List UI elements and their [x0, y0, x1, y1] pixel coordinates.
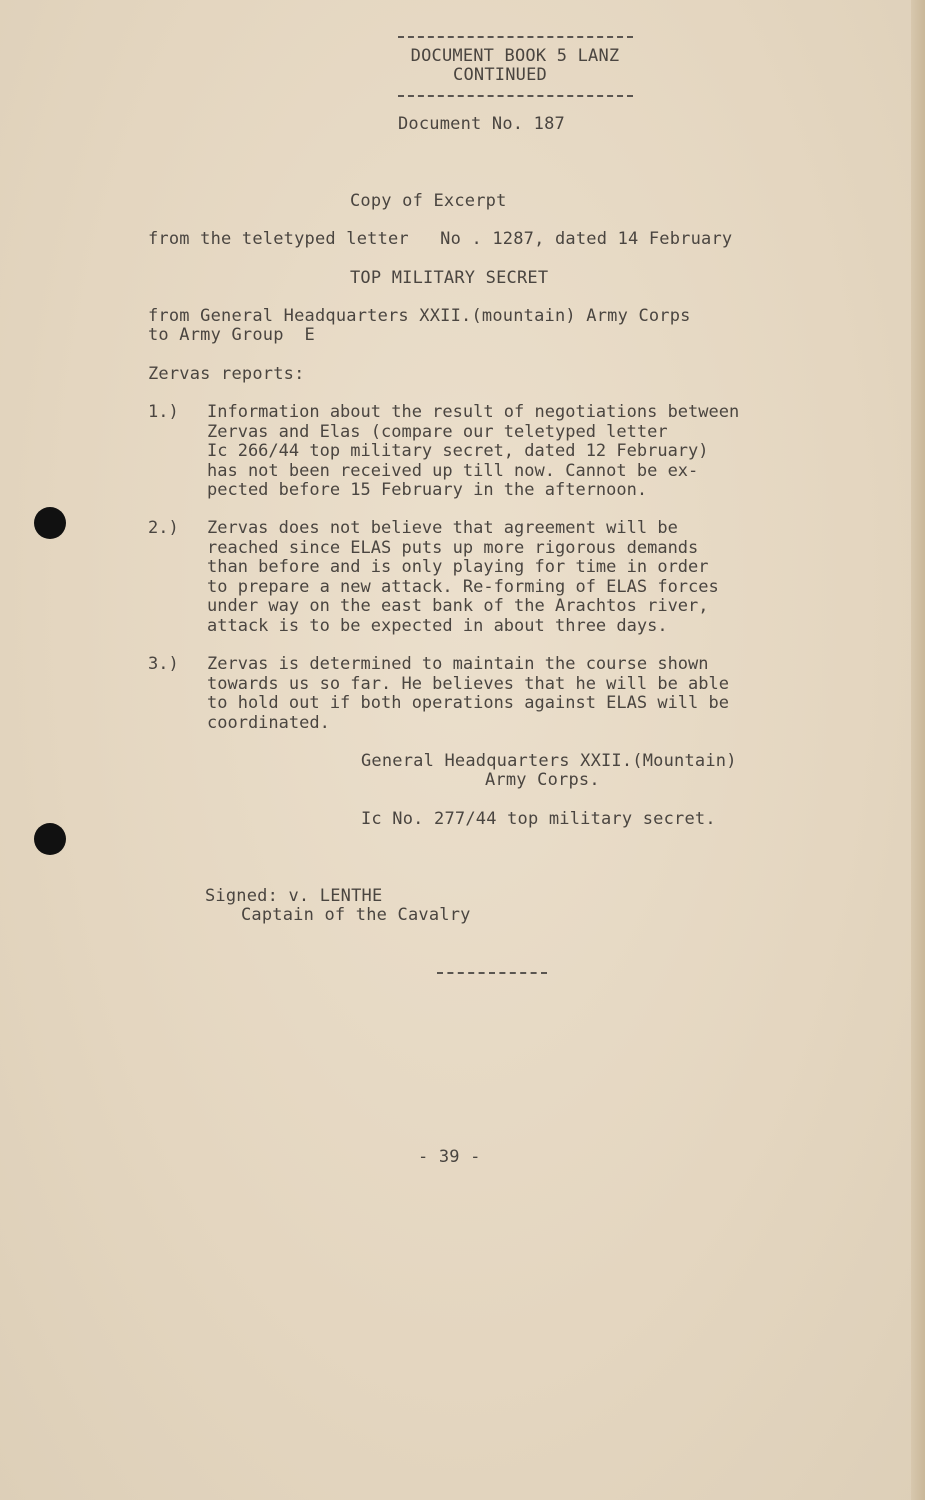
item-3-text: Zervas is determined to maintain the course shown towards us so far. He believes that he will be able to hold out if both operations against ELAS will be coordinated.	[207, 654, 729, 733]
signer-rank: Captain of the Cavalry	[241, 905, 471, 925]
hq-closing-line-1: General Headquarters XXII.(Mountain)	[361, 751, 737, 771]
copy-of-excerpt: Copy of Excerpt	[350, 191, 507, 211]
item-2-number: 2.)	[148, 518, 179, 538]
hq-closing-line-2: Army Corps.	[485, 770, 600, 790]
from-teletyped-letter: from the teletyped letter No . 1287, dated 14 February	[148, 229, 733, 249]
punch-hole-upper	[34, 507, 66, 539]
header-rule-bottom	[398, 95, 633, 97]
header-rule-top	[398, 36, 633, 38]
signed-line: Signed: v. LENTHE	[205, 886, 383, 906]
header-line-2: CONTINUED	[453, 65, 547, 85]
page-number: - 39 -	[418, 1147, 481, 1167]
paper-edge	[911, 0, 925, 1500]
header-line-1: DOCUMENT BOOK 5 LANZ	[410, 46, 620, 66]
item-1-number: 1.)	[148, 402, 179, 422]
document-number: Document No. 187	[398, 114, 565, 134]
intro-line: Zervas reports:	[148, 364, 305, 384]
end-rule	[437, 972, 547, 974]
punch-hole-lower	[34, 823, 66, 855]
from-hq-line-2: to Army Group E	[148, 325, 315, 345]
item-2-text: Zervas does not believe that agreement will be reached since ELAS puts up more rigorous demands than before and is only playing for time in order to prepare a new attack. Re-forming of ELAS forces under way on the east bank of the Arachtos river, attack is to be expected in about three days.	[207, 518, 719, 636]
from-hq-line-1: from General Headquarters XXII.(mountain) Army Corps	[148, 306, 691, 326]
item-3-number: 3.)	[148, 654, 179, 674]
classification: TOP MILITARY SECRET	[350, 268, 549, 288]
item-1-text: Information about the result of negotiations between Zervas and Elas (compare our teletyped letter Ic 266/44 top military secret, dated 12 February) has not been received up till now. Cannot be ex- pected before 15 February in the afternoon.	[207, 402, 740, 500]
reference-line: Ic No. 277/44 top military secret.	[361, 809, 716, 829]
